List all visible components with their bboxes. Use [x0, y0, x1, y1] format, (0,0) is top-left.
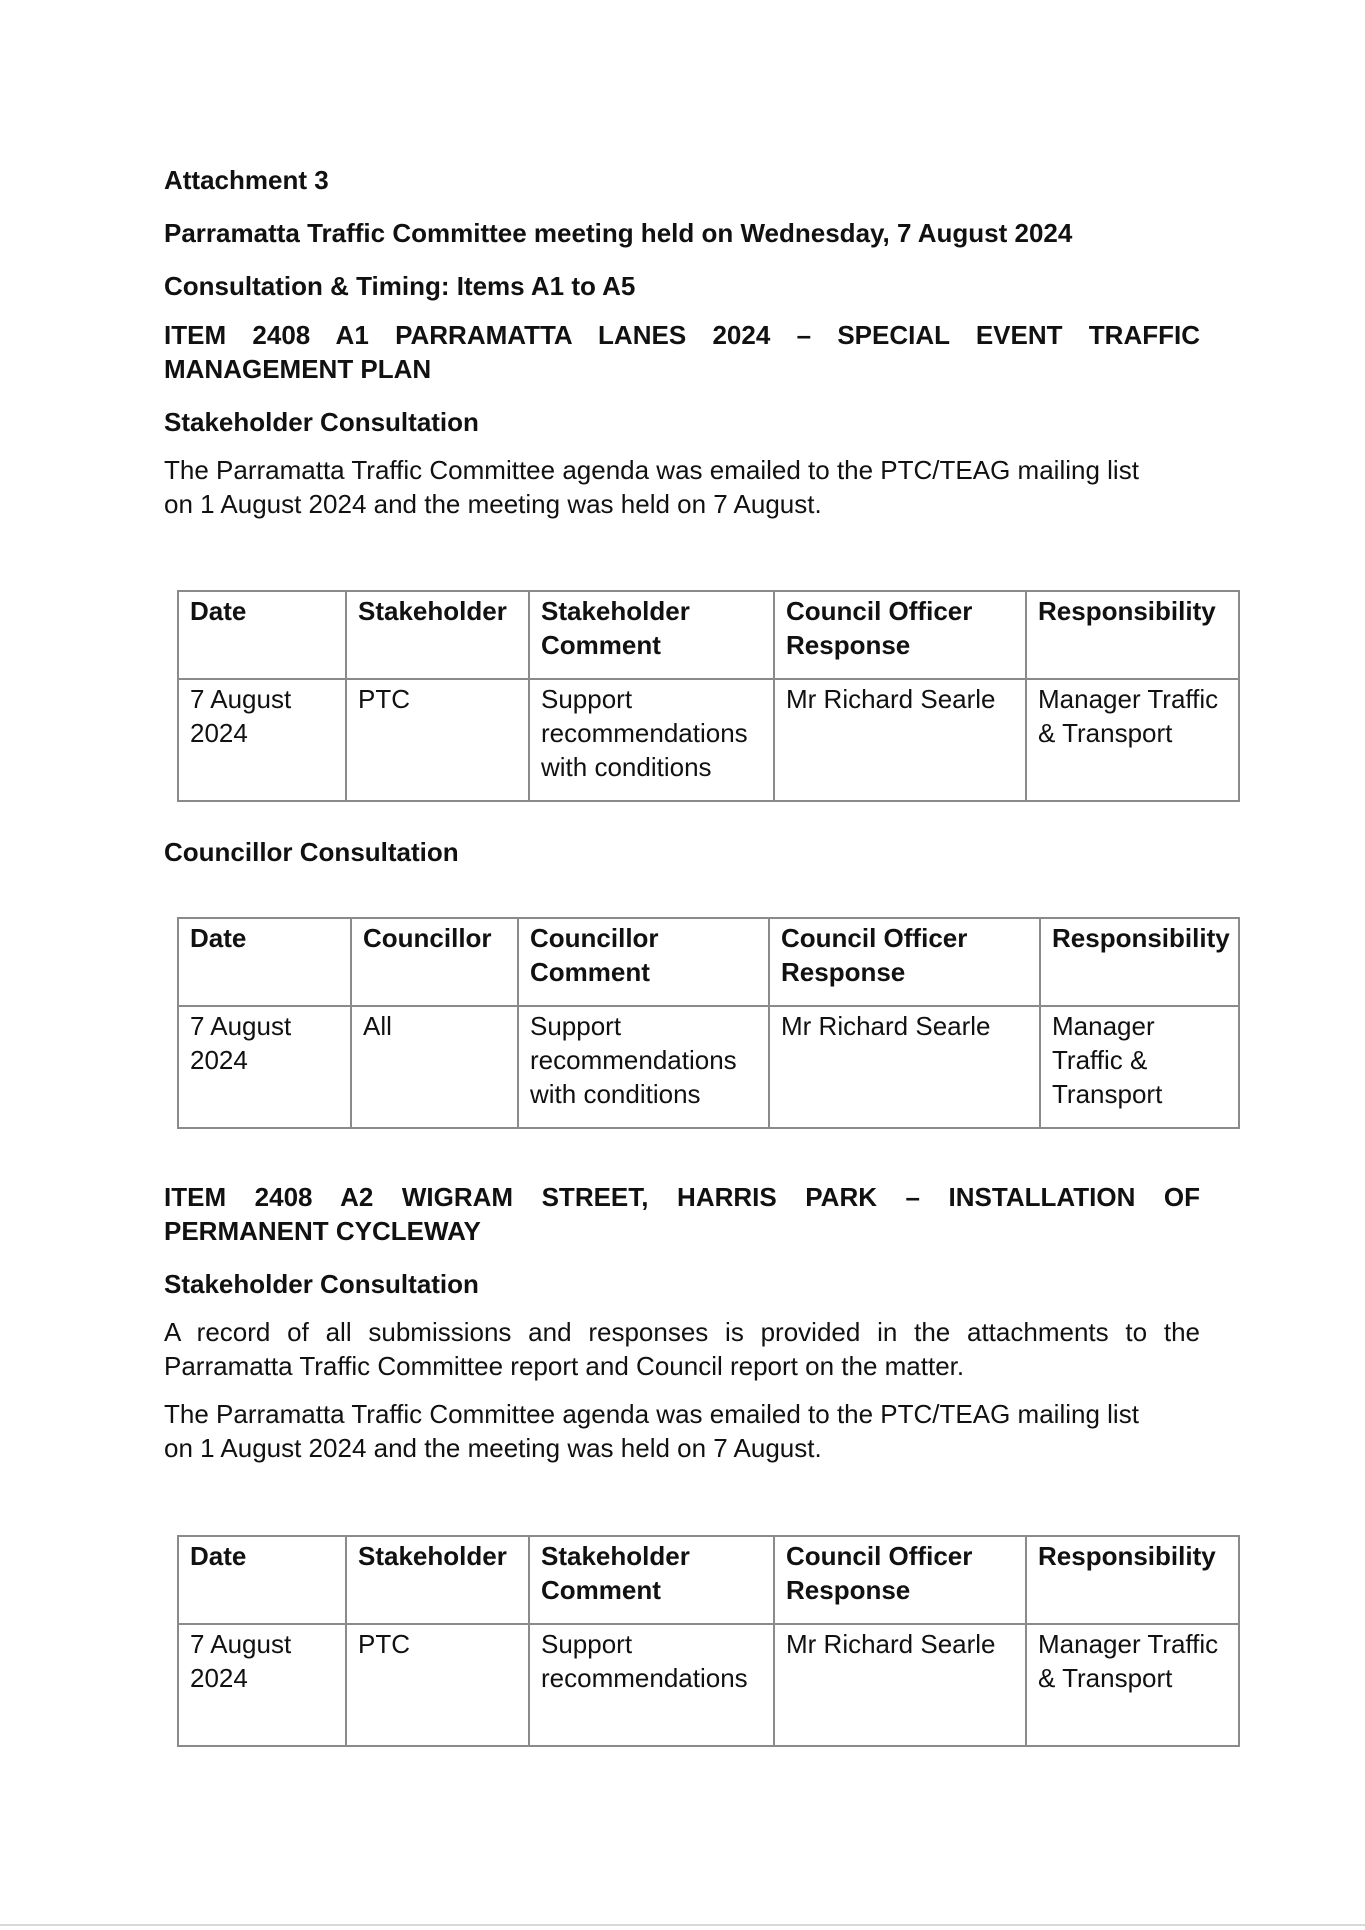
header-cell-date: Date [178, 1536, 346, 1624]
header-cell-council-officer-response: Council Officer Response [774, 591, 1026, 679]
table-row [178, 679, 1239, 801]
item-a2-title-line2: PERMANENT CYCLEWAY [164, 1216, 481, 1246]
item-a1-stakeholder-table [177, 590, 1240, 802]
cell-date: 7 August 2024 [178, 1624, 346, 1746]
cell-officer-response: Mr Richard Searle [774, 679, 1026, 801]
cell-officer-response: Mr Richard Searle [774, 1624, 1026, 1746]
item-a2-title-line1: ITEM 2408 A2 WIGRAM STREET, HARRIS PARK – INSTALLATION OF [164, 1182, 1200, 1212]
header-cell-responsibility: Responsibility [1026, 1536, 1239, 1624]
cell-comment: Support recommendations with conditions [518, 1006, 769, 1128]
header-cell-stakeholder: Stakeholder [346, 591, 529, 679]
cell-stakeholder: PTC [346, 679, 529, 801]
table-header-row [178, 1536, 1239, 1624]
header-cell-responsibility: Responsibility [1040, 918, 1239, 1006]
header-cell-responsibility: Responsibility [1026, 591, 1239, 679]
cell-date: 7 August 2024 [178, 679, 346, 801]
cell-date: 7 August 2024 [178, 1006, 351, 1128]
cell-comment: Support recommendations with conditions [529, 679, 774, 801]
item-a2-stakeholder-table [177, 1535, 1240, 1747]
item-a1-title-line1: ITEM 2408 A1 PARRAMATTA LANES 2024 – SPECIAL EVENT TRAFFIC [164, 320, 1200, 350]
item-a1-title-line2: MANAGEMENT PLAN [164, 354, 432, 384]
header-cell-date: Date [178, 918, 351, 1006]
item-a2-record-para-line2: Parramatta Traffic Committee report and Council report on the matter. [164, 1351, 965, 1381]
header-cell-council-officer-response: Council Officer Response [774, 1536, 1026, 1624]
cell-councillor: All [351, 1006, 518, 1128]
attachment-label: Attachment 3 [164, 165, 329, 195]
table-header-row [178, 591, 1239, 679]
item-a2-agenda-para-line1: The Parramatta Traffic Committee agenda was emailed to the PTC/TEAG mailing list [164, 1399, 1139, 1429]
item-a2-record-para-line1: A record of all submissions and responses is provided in the attachments to the [164, 1317, 1200, 1347]
cell-comment: Support recommendations [529, 1624, 774, 1746]
item-a2-stakeholder-heading: Stakeholder Consultation [164, 1269, 479, 1299]
header-cell-date: Date [178, 591, 346, 679]
header-cell-councillor-comment: Councillor Comment [518, 918, 769, 1006]
table-row [178, 1624, 1239, 1746]
header-cell-council-officer-response: Council Officer Response [769, 918, 1040, 1006]
header-cell-stakeholder: Stakeholder [346, 1536, 529, 1624]
cell-responsibility: Manager Traffic & Transport [1040, 1006, 1239, 1128]
cell-responsibility: Manager Traffic & Transport [1026, 1624, 1239, 1746]
page-bottom-divider [0, 1924, 1365, 1926]
table-header-row [178, 918, 1239, 1006]
table-row [178, 1006, 1239, 1128]
item-a1-stakeholder-para-line1: The Parramatta Traffic Committee agenda was emailed to the PTC/TEAG mailing list [164, 455, 1139, 485]
header-cell-stakeholder-comment: Stakeholder Comment [529, 591, 774, 679]
cell-stakeholder: PTC [346, 1624, 529, 1746]
header-cell-councillor: Councillor [351, 918, 518, 1006]
meeting-heading: Parramatta Traffic Committee meeting held on Wednesday, 7 August 2024 [164, 218, 1073, 248]
cell-responsibility: Manager Traffic & Transport [1026, 679, 1239, 801]
item-a1-councillor-heading: Councillor Consultation [164, 837, 459, 867]
header-cell-stakeholder-comment: Stakeholder Comment [529, 1536, 774, 1624]
cell-officer-response: Mr Richard Searle [769, 1006, 1040, 1128]
item-a1-councillor-table [177, 917, 1240, 1129]
consultation-timing-heading: Consultation & Timing: Items A1 to A5 [164, 271, 636, 301]
item-a1-stakeholder-heading: Stakeholder Consultation [164, 407, 479, 437]
item-a1-stakeholder-para-line2: on 1 August 2024 and the meeting was held on 7 August. [164, 489, 822, 519]
item-a2-agenda-para-line2: on 1 August 2024 and the meeting was held on 7 August. [164, 1433, 822, 1463]
